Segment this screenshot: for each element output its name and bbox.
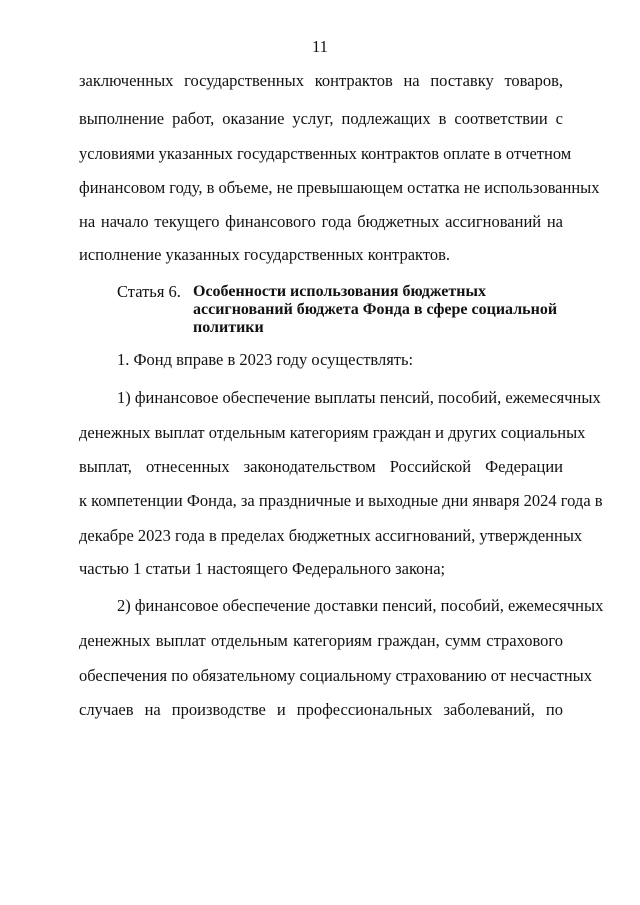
text-line: случаев на производстве и профессиональных заболеваний, по bbox=[79, 700, 563, 719]
article-title-line: политики bbox=[193, 319, 264, 336]
text-line: денежных выплат отдельным категориям граждан и других социальных bbox=[79, 423, 586, 442]
text-line: 1) финансовое обеспечение выплаты пенсий, пособий, ежемесячных bbox=[117, 388, 601, 407]
text-line: частью 1 статьи 1 настоящего Федерального закона; bbox=[79, 559, 446, 578]
text-line: выполнение работ, оказание услуг, подлежащих в соответствии с bbox=[79, 109, 563, 128]
text-line: выплат, отнесенных законодательством Российской Федерации bbox=[79, 457, 563, 476]
text-line: 2) финансовое обеспечение доставки пенсий, пособий, ежемесячных bbox=[117, 596, 604, 615]
text-line: финансовом году, в объеме, не превышающем остатка не использованных bbox=[79, 178, 600, 197]
article-title bbox=[193, 283, 573, 337]
text-line: условиями указанных государственных контрактов оплате в отчетном bbox=[79, 144, 572, 163]
article-title-line: Особенности использования бюджетных bbox=[193, 283, 486, 300]
text-line: на начало текущего финансового года бюджетных ассигнований на bbox=[79, 212, 563, 231]
text-line: заключенных государственных контрактов на поставку товаров, bbox=[79, 71, 563, 90]
text-line: декабре 2023 года в пределах бюджетных ассигнований, утвержденных bbox=[79, 526, 583, 545]
article-title-line: ассигнований бюджета Фонда в сфере социальной bbox=[193, 301, 558, 318]
text-line: обеспечения по обязательному социальному страхованию от несчастных bbox=[79, 666, 593, 685]
text-line: исполнение указанных государственных контрактов. bbox=[79, 245, 450, 264]
page-number: 11 bbox=[312, 37, 328, 56]
text-line: к компетенции Фонда, за праздничные и выходные дни января 2024 года в bbox=[79, 491, 603, 510]
clause-intro: 1. Фонд вправе в 2023 году осуществлять: bbox=[117, 350, 414, 369]
text-line: денежных выплат отдельным категориям граждан, сумм страхового bbox=[79, 631, 563, 650]
article-label: Статья 6. bbox=[117, 282, 181, 301]
